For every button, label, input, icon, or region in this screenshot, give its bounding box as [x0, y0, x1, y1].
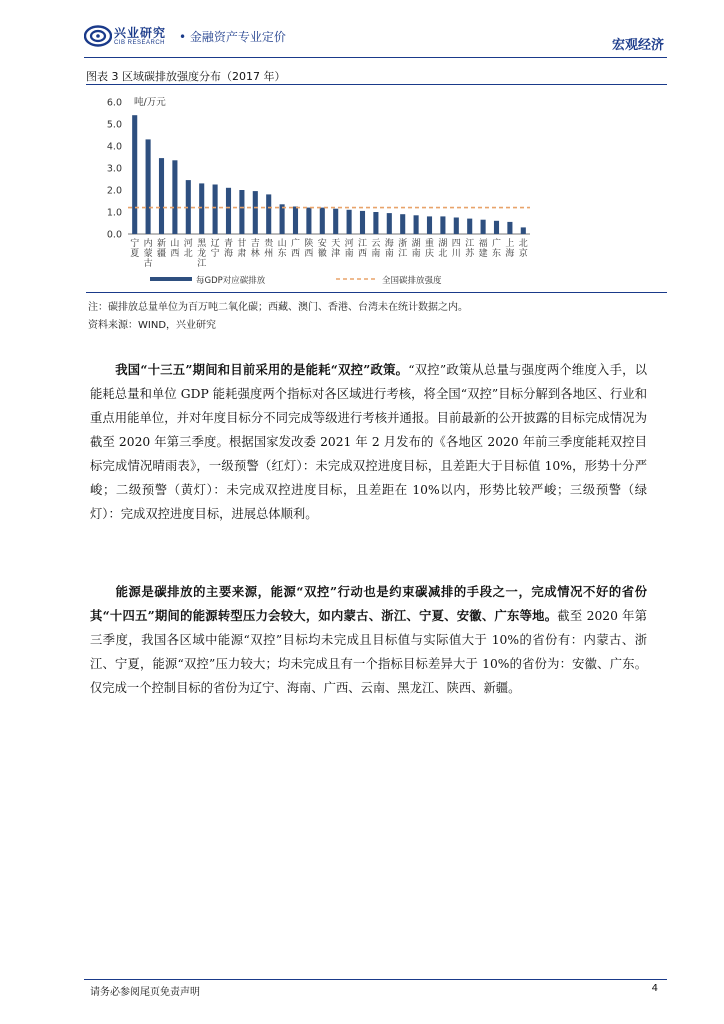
category-label: 河北 [183, 239, 193, 259]
page-header [84, 22, 664, 56]
category-label: 上海 [505, 239, 515, 259]
bar [414, 215, 419, 234]
bar [347, 210, 352, 234]
bar [440, 216, 445, 234]
category-label: 江西 [357, 239, 368, 259]
logo-text: 兴业研究 [114, 26, 167, 40]
bar [467, 219, 472, 234]
bar [481, 220, 486, 234]
bar [373, 212, 378, 234]
paragraph-2 [90, 580, 647, 700]
bar [293, 207, 298, 235]
category-label: 辽宁 [210, 239, 220, 259]
y-tick-label: 3.0 [106, 163, 122, 175]
category-label: 北京 [518, 239, 528, 259]
category-label: 天津 [331, 239, 341, 259]
bar [387, 213, 392, 234]
bar [280, 204, 285, 234]
category-label: 内蒙古 [143, 239, 153, 269]
category-label: 海南 [384, 239, 394, 259]
y-tick-label: 2.0 [106, 185, 122, 197]
figure-title: 图表 3 区域碳排放强度分布（2017 年） [86, 70, 286, 83]
bar [333, 209, 338, 234]
bar [427, 216, 432, 234]
category-label: 湖北 [438, 239, 448, 259]
section-title: 宏观经济 [611, 38, 664, 53]
header-slogan: • 金融资产专业定价 [179, 30, 286, 44]
bar [306, 208, 311, 234]
chart-svg [86, 86, 667, 291]
bar [400, 214, 405, 234]
category-label: 安徽 [317, 239, 327, 259]
bar [494, 221, 499, 234]
y-tick-label: 6.0 [106, 97, 122, 109]
category-label: 吉林 [250, 239, 260, 259]
category-label: 浙江 [398, 239, 408, 259]
category-label: 河南 [344, 239, 354, 259]
category-label: 四川 [451, 239, 461, 259]
legend-bar-label: 每GDP对应碳排放 [196, 276, 266, 286]
category-label: 黑龙江 [197, 239, 207, 269]
category-label: 山东 [277, 239, 287, 259]
logo-english-text: CIB RESEARCH [114, 40, 166, 46]
legend-bar-swatch [150, 277, 192, 281]
bar [266, 194, 271, 234]
category-label: 陕西 [304, 239, 314, 259]
bar [213, 185, 218, 235]
category-label: 广西 [290, 239, 301, 259]
bar [239, 190, 244, 234]
category-label: 重庆 [424, 239, 435, 259]
bar [226, 188, 231, 234]
bar [521, 227, 526, 234]
bar [159, 158, 164, 234]
bar [253, 191, 258, 234]
y-tick-label: 0.0 [106, 229, 122, 241]
category-label: 青海 [223, 239, 234, 259]
y-unit-label: 吨/万元 [134, 97, 166, 108]
category-label: 云南 [371, 239, 381, 259]
page-number: 4 [651, 983, 658, 994]
paragraph-1-lead: 我国“十三五”期间和目前采用的是能耗“双控”政策。 [115, 362, 409, 377]
legend-line-label: 全国碳排放强度 [382, 276, 442, 286]
figure-bottom-rule [86, 292, 667, 293]
header-divider [84, 57, 667, 58]
footer-divider [84, 979, 667, 980]
bar [454, 218, 459, 235]
paragraph-2-lead: 能源是碳排放的主要来源，能源“双控”行动也是约束碳减排的手段之一，完成情况不好的省份其“十四五”期间的能源转型压力会较大，如内蒙古、浙江、宁夏、安徽、广东等地。 [90, 584, 647, 623]
bar [132, 115, 137, 234]
cib-logo-icon [84, 25, 112, 47]
category-label: 甘肃 [237, 239, 247, 259]
bar [199, 183, 204, 234]
bar [507, 222, 512, 234]
bar [320, 208, 325, 234]
category-label: 新疆 [156, 239, 167, 259]
category-label: 宁夏 [130, 239, 140, 259]
category-label: 湖南 [411, 239, 421, 259]
category-label: 山西 [170, 239, 180, 259]
y-tick-label: 1.0 [106, 207, 122, 219]
bar [172, 160, 177, 234]
category-label: 贵州 [264, 239, 274, 259]
category-label: 福建 [478, 239, 488, 259]
paragraph-1 [90, 358, 647, 526]
y-tick-label: 5.0 [106, 119, 122, 131]
footer-disclaimer: 请务必参阅尾页免责声明 [90, 987, 200, 998]
paragraph-2-body: 截至 2020 年第三季度，我国各区域中能源“双控”目标均未完成且目标值与实际值大于 10%的省份有：内蒙古、浙江、宁夏，能源“双控”压力较大；均未完成且有一个指标目标差异大于 10%的省份为：安徽、广东。仅完成一个控制目标的省份为辽宁、海南、广西、云南、黑龙江、陕西、新疆。 [90, 609, 647, 695]
bar [146, 139, 151, 234]
paragraph-1-body: “双控”政策从总量与强度两个维度入手，以能耗总量和单位 GDP 能耗强度两个指标对各区域进行考核，将全国“双控”目标分解到各地区、行业和重点用能单位，并对年度目标分不同完成等级进行考核并通报。目前最新的公开披露的目标完成情况为截至 2020 年第三季度。根据国家发改委 2021 年 2 月发布的《各地区 2020 年前三季度能耗双控目标完成情况晴雨表》，一级预警（红灯）：未完成双控进度目标，且差距大于目标值 10%，形势十分严峻；二级预警（黄灯）：未完成双控进度目标，且差距在 10%以内，形势比较严峻；三级预警（绿灯）：完成双控进度目标，进展总体顺利。 [90, 363, 647, 521]
y-tick-label: 4.0 [106, 141, 122, 153]
category-label: 江苏 [465, 239, 475, 259]
category-label: 广东 [491, 239, 502, 259]
figure-top-rule [86, 84, 667, 85]
bar [360, 211, 365, 234]
figure-note: 注：碳排放总量单位为百万吨二氧化碳；西藏、澳门、香港、台湾未在统计数据之内。 [88, 302, 468, 313]
figure-source: 资料来源：WIND，兴业研究 [88, 320, 217, 331]
carbon-intensity-chart [86, 86, 667, 291]
